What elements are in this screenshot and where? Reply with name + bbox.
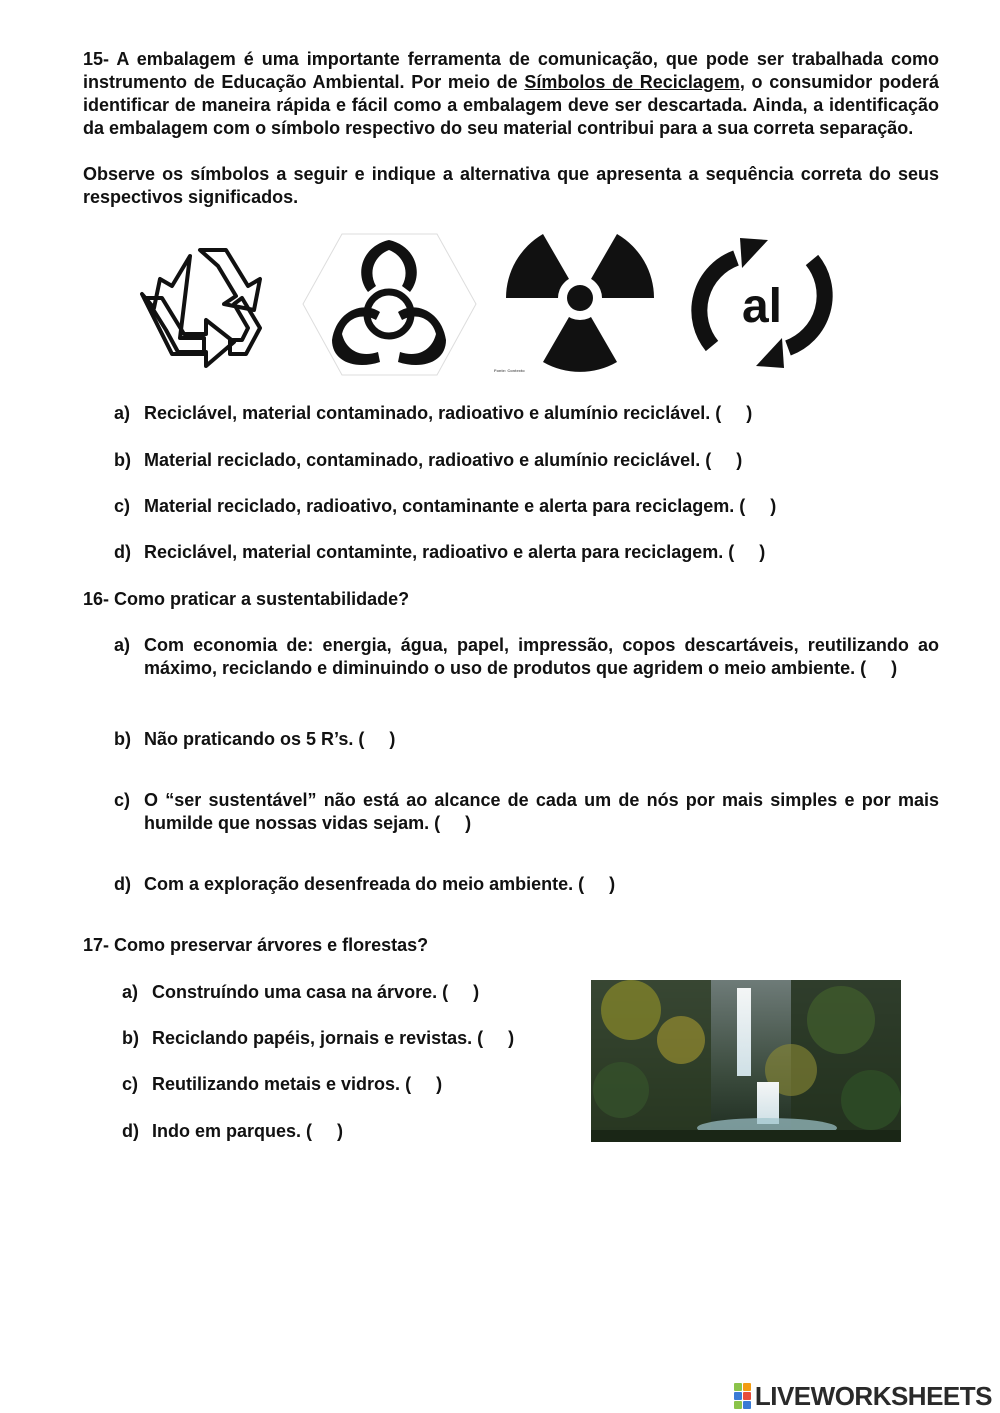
option-text[interactable]: Com a exploração desenfreada do meio ambiente. ( ) — [144, 874, 616, 894]
waterfall-photo — [591, 980, 901, 1142]
recycle-icon — [138, 238, 288, 368]
q15-option-a — [114, 402, 944, 425]
q16-question: 16- Como praticar a sustentabilidade? — [83, 589, 410, 609]
aluminum-label: al — [741, 280, 783, 333]
option-label: a) — [114, 635, 131, 655]
aluminum-recycle-icon — [682, 234, 842, 372]
q15-intro-part1: 15- A embalagem é uma importante ferramenta de comunicação, que pode ser trabalhada como instrumento de Educação Ambiental. Por meio de — [83, 49, 939, 92]
q17-option-d — [122, 1120, 582, 1143]
option-label: d) — [122, 1121, 139, 1141]
option-text[interactable]: Reciclando papéis, jornais e revistas. ( ) — [152, 1028, 515, 1048]
radioactive-icon — [490, 232, 670, 377]
liveworksheets-brand: LIVEWORKSHEETS — [754, 1380, 992, 1411]
option-text[interactable]: Com economia de: energia, água, papel, impressão, copos descartáveis, reutilizando ao máximo, reciclando e diminuindo o uso de produtos que agridem o meio ambiente. ( ) — [144, 635, 945, 678]
option-text[interactable]: Construíndo uma casa na árvore. ( ) — [152, 982, 480, 1002]
option-label: d) — [114, 874, 131, 894]
option-label: b) — [114, 729, 131, 749]
q15-intro-link: Símbolos de Reciclagem — [524, 72, 740, 92]
q15-option-c — [114, 495, 944, 518]
q16-option-b — [114, 728, 939, 751]
q16-option-c — [114, 789, 945, 835]
option-text[interactable]: Reciclável, material contaminado, radioativo e alumínio reciclável. ( ) — [144, 403, 753, 423]
q15-intro-part2: , o consumidor poderá identificar de maneira rápida e fácil como a embalagem deve ser descartada. Ainda, a identificação da embalagem com o símbolo respectivo do seu material contribui para a sua correta separação. — [83, 72, 939, 138]
option-label: b) — [122, 1028, 139, 1048]
q15-option-d — [114, 541, 944, 564]
option-label: c) — [114, 790, 131, 810]
q15-option-b — [114, 449, 944, 472]
q17-option-c — [122, 1073, 582, 1096]
biohazard-icon — [302, 232, 477, 377]
q15-instruction: Observe os símbolos a seguir e indique a alternativa que apresenta a sequência correta do seus respectivos significados. — [83, 164, 939, 207]
option-text[interactable]: Reciclável, material contaminte, radioativo e alerta para reciclagem. ( ) — [144, 542, 766, 562]
option-text[interactable]: O “ser sustentável” não está ao alcance de cada um de nós por mais simples e por mais humilde que nossas vidas sejam. ( ) — [144, 790, 945, 833]
option-label: c) — [114, 496, 131, 516]
option-label: c) — [122, 1074, 139, 1094]
option-text[interactable]: Não praticando os 5 R’s. ( ) — [144, 729, 396, 749]
q17-option-a — [122, 981, 582, 1004]
q15-intro — [83, 48, 939, 140]
liveworksheets-logo-mark — [734, 1383, 751, 1409]
option-text[interactable]: Indo em parques. ( ) — [152, 1121, 344, 1141]
option-text[interactable]: Reutilizando metais e vidros. ( ) — [152, 1074, 443, 1094]
option-label: a) — [122, 982, 139, 1002]
symbol-caption: Fonte: Contexto — [494, 368, 525, 373]
q17-question: 17- Como preservar árvores e florestas? — [83, 935, 429, 955]
option-text[interactable]: Material reciclado, contaminado, radioativo e alumínio reciclável. ( ) — [144, 450, 743, 470]
option-label: d) — [114, 542, 131, 562]
liveworksheets-logo — [734, 1380, 992, 1411]
option-text[interactable]: Material reciclado, radioativo, contaminante e alerta para reciclagem. ( ) — [144, 496, 777, 516]
option-label: b) — [114, 450, 131, 470]
q16-option-a — [114, 634, 945, 680]
q17-option-b — [122, 1027, 582, 1050]
q16-option-d — [114, 873, 939, 896]
option-label: a) — [114, 403, 131, 423]
